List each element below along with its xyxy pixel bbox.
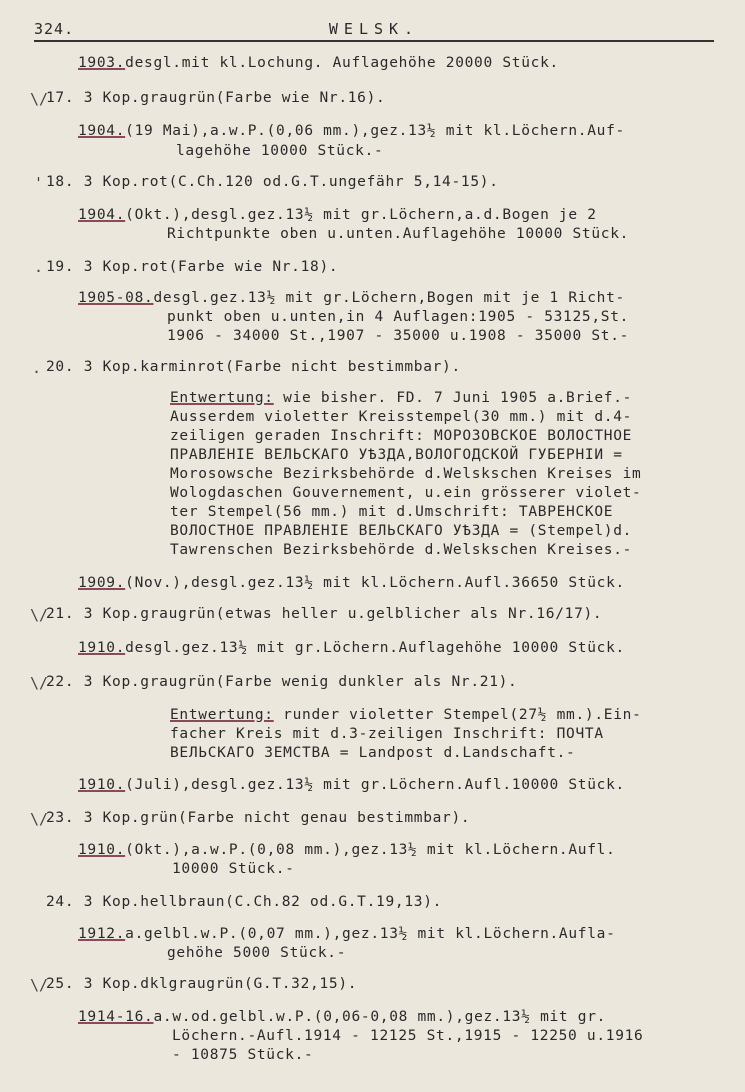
- entry-line: facher Kreis mit d.3-zeiligen Inschrift: ПОЧТА: [170, 726, 604, 742]
- catalog-number-line: 17. 3 Kop.graugrün(Farbe wie Nr.16).: [46, 90, 386, 106]
- entry-line: Tawrenschen Bezirksbehörde d.Welskschen Kreises.-: [170, 542, 633, 558]
- entry-line: punkt oben u.unten,in 4 Auflagen:1905 - 53125,St.: [167, 309, 630, 325]
- entry-line: 1914-16.a.w.od.gelbl.w.P.(0,06-0,08 mm.),gez.13½ mit gr.: [78, 1009, 607, 1025]
- entry-line: 1910.(Juli),desgl.gez.13½ mit gr.Löchern.Aufl.10000 Stück.: [78, 777, 625, 793]
- catalog-number-line: 23. 3 Kop.grün(Farbe nicht genau bestimmbar).: [46, 810, 471, 826]
- entry-line: 1904.(Okt.),desgl.gez.13½ mit gr.Löchern,a.d.Bogen je 2: [78, 207, 597, 223]
- cancellation-line: Entwertung: runder violetter Stempel(27½ mm.).Ein-: [170, 707, 642, 723]
- check-mark: \/: [30, 976, 49, 994]
- entry-line: 1910.desgl.gez.13½ mit gr.Löchern.Auflagehöhe 10000 Stück.: [78, 640, 625, 656]
- cancellation-line: Entwertung: wie bisher. FD. 7 Juni 1905 a.Brief.-: [170, 390, 633, 406]
- entry-line: 1906 - 34000 St.,1907 - 35000 u.1908 - 35000 St.-: [167, 328, 630, 344]
- check-mark: .: [32, 359, 42, 377]
- entry-line: Löchern.-Aufl.1914 - 12125 St.,1915 - 12250 u.1916: [172, 1028, 644, 1044]
- entry-line: gehöhe 5000 Stück.-: [167, 945, 347, 961]
- catalog-number-line: 19. 3 Kop.rot(Farbe wie Nr.18).: [46, 259, 339, 275]
- check-mark: \/: [30, 606, 49, 624]
- entry-line: 1905-08.desgl.gez.13½ mit gr.Löchern,Bogen mit je 1 Richt-: [78, 290, 625, 306]
- entry-line: ВОЛОСТНОЕ ПРАВЛЕНІЕ ВЕЛЬСКАГО УѢЗДА = (Stempel)d.: [170, 523, 633, 539]
- check-mark: \/: [30, 674, 49, 692]
- entry-line: Richtpunkte oben u.unten.Auflagehöhe 10000 Stück.: [167, 226, 630, 242]
- entry-line: ПРАВЛЕНІЕ ВЕЛЬСКАГО УѢЗДА,ВОЛОГОДСКОЙ ГУБЕРНІИ =: [170, 447, 623, 463]
- catalog-number-line: 22. 3 Kop.graugrün(Farbe wenig dunkler als Nr.21).: [46, 674, 518, 690]
- catalog-number-line: 24. 3 Kop.hellbraun(C.Ch.82 od.G.T.19,13).: [46, 894, 443, 910]
- catalog-number-line: 18. 3 Kop.rot(C.Ch.120 od.G.T.ungefähr 5,14-15).: [46, 174, 499, 190]
- catalog-number-line: 25. 3 Kop.dklgraugrün(G.T.32,15).: [46, 976, 358, 992]
- entry-line: Morosowsche Bezirksbehörde d.Welskschen Kreises im: [170, 466, 642, 482]
- entry-line: ВЕЛЬСКАГО ЗЕМСТВА = Landpost d.Landschaft.-: [170, 745, 576, 761]
- check-mark: ': [34, 174, 44, 192]
- catalog-number-line: 21. 3 Kop.graugrün(etwas heller u.gelblicher als Nr.16/17).: [46, 606, 603, 622]
- entry-line: 1909.(Nov.),desgl.gez.13½ mit kl.Löchern.Aufl.36650 Stück.: [78, 575, 625, 591]
- page-title: WELSK.: [328, 20, 420, 38]
- check-mark: .: [34, 258, 44, 276]
- entry-line: 1910.(Okt.),a.w.P.(0,08 mm.),gez.13½ mit kl.Löchern.Aufl.: [78, 842, 616, 858]
- entry-line: Ausserdem violetter Kreisstempel(30 mm.) mit d.4-: [170, 409, 633, 425]
- page-header: [34, 18, 714, 42]
- entry-line: 1903.desgl.mit kl.Lochung. Auflagehöhe 20000 Stück.: [78, 55, 559, 71]
- catalog-number-line: 20. 3 Kop.karminrot(Farbe nicht bestimmbar).: [46, 359, 461, 375]
- check-mark: \/: [30, 90, 49, 108]
- entry-line: - 10875 Stück.-: [172, 1047, 314, 1063]
- entry-line: ter Stempel(56 mm.) mit d.Umschrift: ТАВРЕНСКОЕ: [170, 504, 614, 520]
- check-mark: \/: [30, 810, 49, 828]
- entry-line: 1912.a.gelbl.w.P.(0,07 mm.),gez.13½ mit kl.Löchern.Aufla-: [78, 926, 616, 942]
- entry-line: lagehöhe 10000 Stück.-: [176, 143, 384, 159]
- page-number: 324.: [34, 20, 75, 38]
- entry-line: zeiligen geraden Inschrift: МОРОЗОВСКОЕ ВОЛОСТНОЕ: [170, 428, 633, 444]
- entry-line: 1904.(19 Mai),a.w.P.(0,06 mm.),gez.13½ mit kl.Löchern.Auf-: [78, 123, 625, 139]
- entry-line: Wologdaschen Gouvernement, u.ein grösserer violet-: [170, 485, 642, 501]
- entry-line: 10000 Stück.-: [172, 861, 295, 877]
